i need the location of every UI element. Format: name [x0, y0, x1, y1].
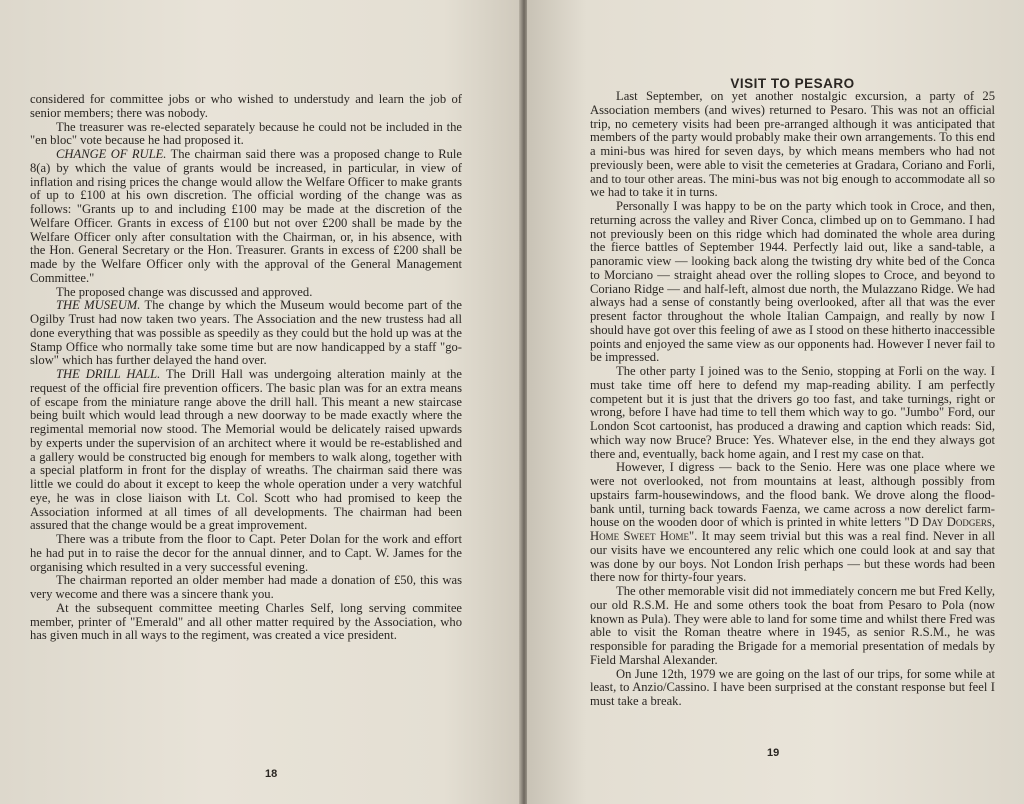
paragraph: Personally I was happy to be on the party which took in Croce, and then, returning across the valley and River Conca, climbed up on to Gemmano. I had not previously been on this ridge which had dominated the whole area during the fierce battles of September 1944. Perfectly laid out, like a sand-table, a panoramic view — looking back along the twisting dry white bed of the Conca to Morciano — straight ahead over the rolling slopes to Croce, and beyond to Coriano Ridge — and half-left, almost due north, the Mulazzano Ridge. We had always had a sense of constantly being overlooked, after all that was the ever present factor throughout the whole Italian Campaign, and really by now I should have got over this feeling of awe as I stood on these hitherto inaccessible points and enjoyed the same view as our opponents had. However I never fail to be impressed.: [590, 199, 995, 365]
section-heading: CHANGE OF RULE.: [56, 147, 167, 161]
paragraph: The chairman reported an older member had made a donation of £50, this was very wecome and there was a sincere thank you.: [30, 573, 462, 601]
paragraph: The other memorable visit did not immediately concern me but Fred Kelly, our old R.S.M. He and some others took the boat from Pesaro to Pola (now known as Pula). They were able to land for some time and whilst there Fred was able to visit the Roman theatre where in 1945, as senior R.S.M., he was responsible for parading the Brigade for a memorial presentation of medals by Field Marshal Alexander.: [590, 584, 995, 667]
paragraph-body: However, I digress — back to the Senio. Here was one place where we were not overlooked, not from mountains at least, although possibly from upstairs farm-housewindows, and the flood bank. We drove along the flood-bank until, turning back towards Faenza, we came across a now derelict farm-house on the wooden door of which is printed in white letters ": [590, 460, 995, 530]
paragraph: [30, 368, 462, 533]
paragraph: considered for committee jobs or who wished to understudy and learn the job of senior members; there was nobody.: [30, 92, 462, 120]
door-inscription: D Day Dodgers, Home Sweet Home: [590, 515, 995, 543]
section-heading: THE DRILL HALL.: [56, 367, 161, 381]
paragraph: [30, 299, 462, 368]
paragraph: [30, 148, 462, 286]
article-title: VISIT TO PESARO: [730, 76, 855, 91]
section-heading: THE MUSEUM.: [56, 298, 141, 313]
paragraph-body: The Drill Hall was undergoing alteration mainly at the request of the official fire prevention officers. The basic plan was for an extra means of escape from the miniature range above the drill hall. This meant a new staircase being built which would lead through a new doorway to be made exactly where the regimental memorial now stood. The Memorial would be delicately raised upwards by experts under the supervision of an architect where it would be re-established and a gallery would be constructed big enough for members to walk along, together with a special platform in front for the display of wreaths. The chairman said there was little we could do about it except to keep the whole operation under a very watchful eye, he was in close liaison with Lt. Col. Scott who had promised to keep the Association informed at all times of all developments. The chairman had been assured that the change would be a great improvement.: [30, 367, 462, 533]
paragraph: On June 12th, 1979 we are going on the last of our trips, for some while at least, to Anzio/Cassino. I have been surprised at the constant response but feel I must take a break.: [590, 666, 995, 708]
paragraph-body: The change by which the Museum would become part of the Ogilby Trust had now taken two years. The Association and the new trustess had all done everything that was possible as speedily as they could but the hold up was at the Stamp Office who normally take some time but are now handicapped by a staff "go-slow" which has further delayed the hand over.: [30, 298, 463, 368]
page-number: 19: [767, 747, 780, 759]
paragraph-body: The chairman said there was a proposed change to Rule 8(a) by which the value of grants would be increased, in particular, in view of inflation and rising prices the change would allow the Welfare Officer to make grants of up to £100 at his own discretion. The official wording of the change was as follows: "Grants up to and including £100 may be made at the discretion of the Welfare Officer. Grants in excess of £100 but not over £200 shall be made by the Welfare Officer only after consultation with the Chairman, or, in his absence, with the Hon. General Secretary or the Hon. Treasurer. Grants in excess of £200 shall be made by the Welfare Officer only with the approval of the General Management Committee.": [30, 147, 463, 285]
paragraph: The other party I joined was to the Senio, stopping at Forli on the way. I must take time off here to defend my map-reading ability. I am perfectly competent but it is just that the drivers go too fast, and take turnings, right or wrong, before I have had time to tell them which way to go. "Jumbo" Ford, our London Scot cartoonist, has produced a drawing and caption which reads: Sid, which way now Bruce? Bruce: Yes. Whatever else, in the end they always got there and, eventually, back home again, and I rest my case on that.: [590, 364, 995, 461]
paragraph: Last September, on yet another nostalgic excursion, a party of 25 Association members (and wives) returned to Pesaro. This was not an official trip, no cemetery visits had been pre-arranged although it was anticipated that members of the party would probably make their own arrangements. To this end a mini-bus was hired for seven days, by which means members who had not previously been, were able to visit the cemeteries at Gradara, Coriano and Forli, and to tour other areas. The mini-bus was not big enough to accommodate all so we had to take it in turns.: [590, 89, 995, 200]
page-number: 18: [265, 768, 278, 780]
paragraph-body: ". It may seem trivial but this was a real find. Never in all our visits have we encountered any relic which one could look at and say that was done by our boys. Not London Irish perhaps — but these words had been there now for thirty-four years.: [590, 529, 996, 585]
paragraph: [590, 461, 995, 585]
paragraph: At the subsequent committee meeting Charles Self, long serving commitee member, printer of "Emerald" and all other matter required by the Association, who has given much in all ways to the regiment, was created a vice president.: [30, 600, 462, 643]
paragraph: There was a tribute from the floor to Capt. Peter Dolan for the work and effort he had put in to raise the decor for the annual dinner, and to Capt. W. James for the organising which resulted in a very successful evening.: [30, 532, 462, 574]
right-page-text: [590, 90, 995, 709]
left-page-text: [30, 93, 462, 643]
paragraph: The treasurer was re-elected separately because he could not be included in the "en bloc" vote because he had proposed it.: [30, 119, 462, 148]
paragraph: The proposed change was discussed and approved.: [56, 284, 313, 299]
right-page: [527, 0, 1024, 804]
